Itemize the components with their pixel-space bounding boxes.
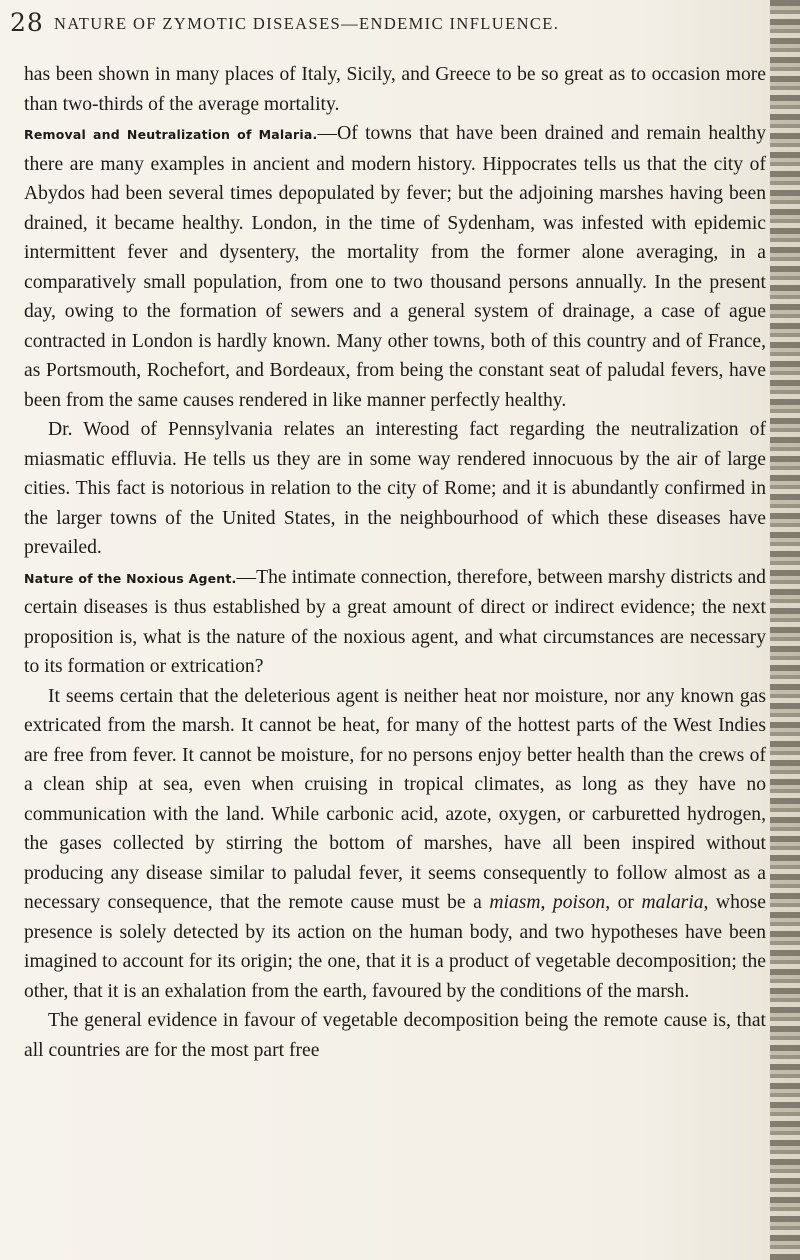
paragraph-2-text: —Of towns that have been drained and remain healthy there are many examples in ancient and modern history. Hippocrates tells us that the city of Abydos had been several times depopulated by fever; but the adjoining marshes having been drained, it became healthy. London, in the time of Sydenham, was infested with epidemic intermittent fever and dysentery, the mortality from the former alone averaging, in a comparatively small population, from one to two thousand persons annually. In the present day, owing to the formation of sewers and a general system of drainage, a case of ague contracted in London is hardly known. Many other towns, both of this country and of France, as Portsmouth, Rochefort, and Bordeaux, from being the constant seat of paludal fevers, have been from the same causes rendered in like manner perfectly healthy.	[24, 123, 766, 411]
paragraph-1	[24, 60, 766, 119]
running-head: NATURE OF ZYMOTIC DISEASES—ENDEMIC INFLUENCE.	[54, 14, 560, 33]
page-header	[10, 8, 770, 44]
paragraph-4-text: —The intimate connection, therefore, between marshy districts and certain diseases is thus established by a great amount of direct or indirect evidence; the next proposition is, what is the nature of the noxious agent, and what circumstances are necessary to its formation or extrication?	[24, 566, 766, 677]
term-malaria: malaria	[641, 892, 704, 913]
separator-1: ,	[540, 892, 553, 913]
paragraph-6	[24, 1006, 766, 1065]
page-number: 28	[10, 8, 44, 37]
separator-2: , or	[605, 892, 642, 913]
paragraph-5	[24, 682, 766, 1007]
paragraph-3-text: Dr. Wood of Pennsylvania relates an interesting fact regarding the neutralization of miasmatic effluvia. He tells us they are in some way rendered innocuous by the air of large cities. This fact is notorious in relation to the city of Rome; and it is abundantly confirmed in the larger towns of the United States, in the neighbourhood of which these diseases have prevailed.	[24, 419, 766, 558]
paragraph-1-text: has been shown in many places of Italy, Sicily, and Greece to be so great as to occasion more than two-thirds of the average mortality.	[24, 64, 766, 115]
page-edge-shadow	[770, 0, 800, 1260]
paragraph-5-text-after: , whose presence is solely detected by its action on the human body, and two hypotheses have been imagined to account for its origin; the one, that it is a product of vegetable decomposition; the other, that it is an exhalation from the earth, favoured by the conditions of the marsh.	[24, 892, 766, 1002]
paragraph-6-text: The general evidence in favour of vegetable decomposition being the remote cause is, that all countries are for the most part free	[24, 1010, 766, 1061]
term-miasm: miasm	[489, 892, 541, 913]
sidehead-noxious-agent: Nature of the Noxious Agent.	[24, 570, 237, 586]
paragraph-3	[24, 415, 766, 563]
paragraph-2	[24, 119, 766, 415]
body-text	[24, 60, 766, 1065]
paragraph-5-text-before: It seems certain that the deleterious agent is neither heat nor moisture, nor any known gas extricated from the marsh. It cannot be heat, for many of the hottest parts of the West Indies are free from fever. It cannot be moisture, for no persons enjoy better health than the crews of a clean ship at sea, even when cruising in tropical climates, as long as they have no communication with the land. While carbonic acid, azote, oxygen, or carburetted hydrogen, the gases collected by stirring the bottom of marshes, have all been inspired without producing any disease similar to paludal fever, it seems consequently to follow almost as a necessary consequence, that the remote cause must be a	[24, 685, 766, 913]
sidehead-removal-malaria: Removal and Neutralization of Malaria.	[24, 127, 318, 142]
paragraph-4	[24, 563, 766, 682]
term-poison: poison	[552, 892, 606, 913]
